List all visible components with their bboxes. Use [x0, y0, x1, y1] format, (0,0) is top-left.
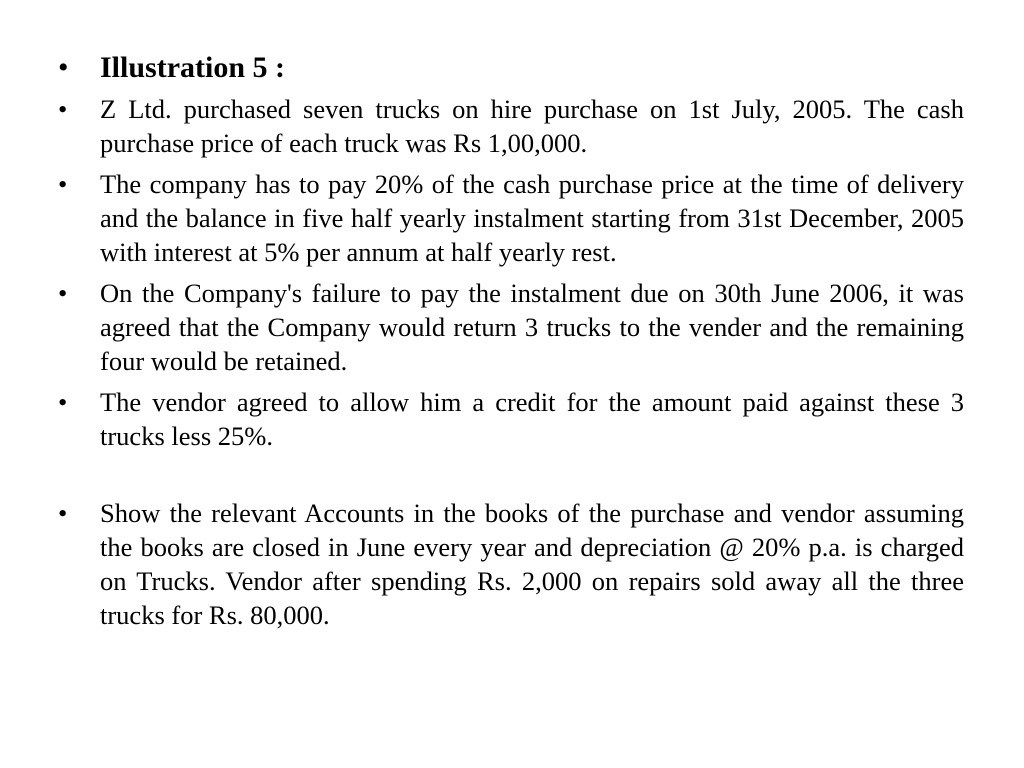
bullet-icon: •: [58, 498, 68, 528]
title-text: Illustration 5 :: [100, 51, 286, 84]
paragraph-vendor-credit: [58, 385, 964, 453]
paragraph-text: Show the relevant Accounts in the books of the purchase and vendor assuming the books are closed in June every year and depreciation @ 20% p.a. is charged on Trucks. Vendor after spending Rs. 2,000 on repairs sold away all the three trucks for Rs. 80,000.: [100, 498, 964, 630]
paragraph-requirement: [58, 496, 964, 632]
bullet-list: [58, 48, 964, 639]
paragraph-purchase: [58, 92, 964, 160]
paragraph-text: On the Company's failure to pay the instalment due on 30th June 2006, it was agreed that the Company would return 3 trucks to the vender and the remaining four would be retained.: [100, 278, 964, 376]
bullet-icon: •: [58, 94, 68, 124]
bullet-icon: •: [58, 278, 68, 308]
paragraph-text: The company has to pay 20% of the cash purchase price at the time of delivery and the balance in five half yearly instalment starting from 31st December, 2005 with interest at 5% per annum at half yearly rest.: [100, 169, 964, 267]
bullet-icon: •: [58, 51, 69, 84]
illustration-title: [58, 48, 964, 88]
paragraph-text: The vendor agreed to allow him a credit for the amount paid against these 3 trucks less 25%.: [100, 387, 964, 451]
bullet-icon: •: [58, 169, 68, 199]
paragraph-text: Z Ltd. purchased seven trucks on hire purchase on 1st July, 2005. The cash purchase price of each truck was Rs 1,00,000.: [100, 94, 964, 158]
paragraph-payment-terms: [58, 167, 964, 269]
paragraph-default: [58, 276, 964, 378]
bullet-icon: •: [58, 387, 68, 417]
